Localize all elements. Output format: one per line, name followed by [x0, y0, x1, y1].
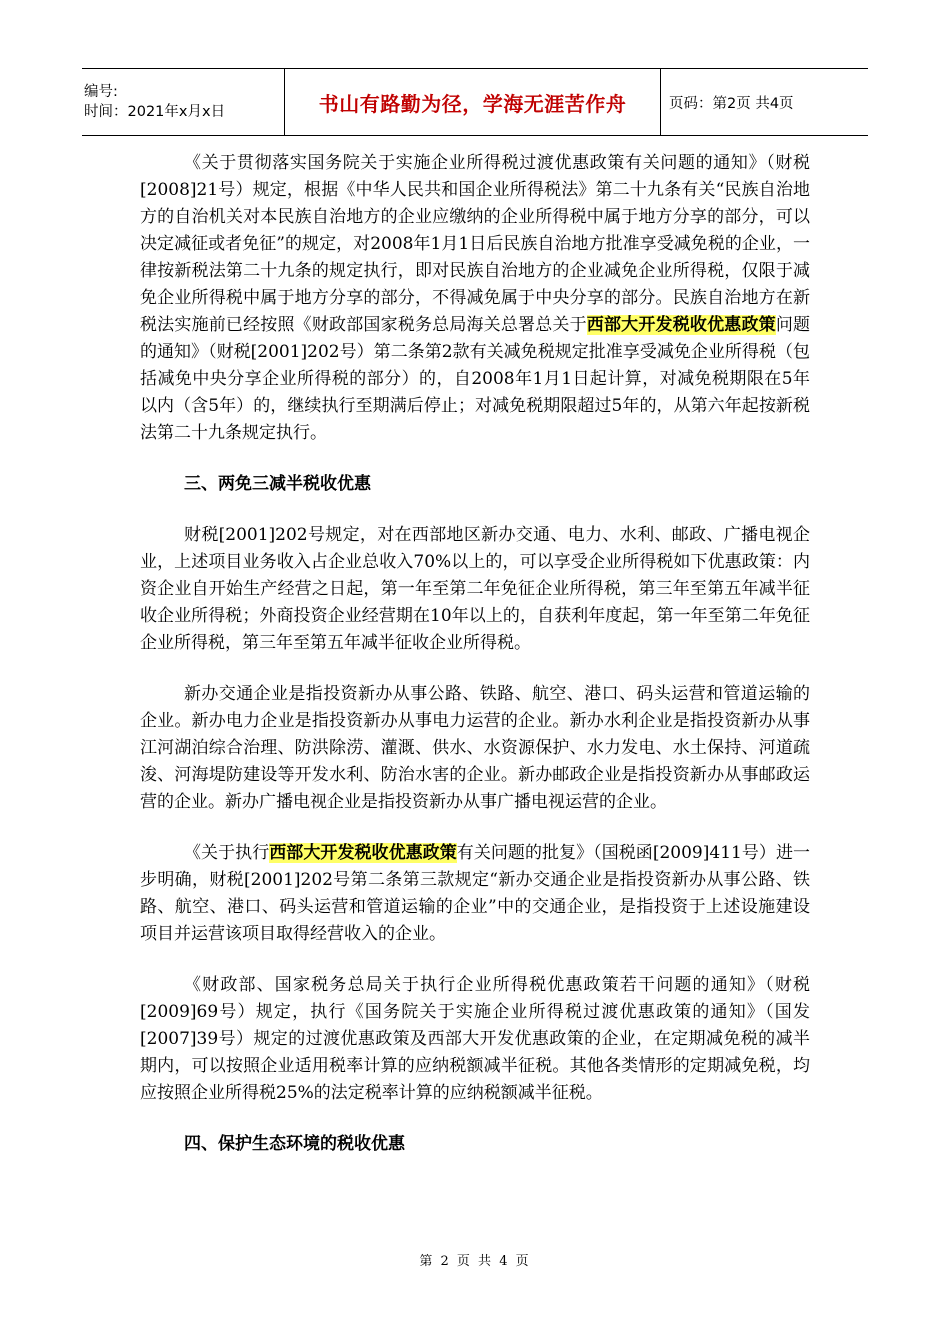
paragraph-text: 有关问题的批复》（国税函[2009]411号）进一步明确，财税[2001]202号第二条第三款规定“新办交通企业是指投资新办从事公路、铁路、航空、港口、码头运营和管道运输的企业”中的交通企业，是指投资于上述设施建设项目并运营该项目取得经营收入的企业。 [140, 843, 811, 944]
section-heading-3: 三、两免三减半税收优惠 [184, 474, 371, 494]
highlighted-keyword: 西部大开发税收优惠政策 [586, 315, 776, 335]
paragraph-text: 《关于贯彻落实国务院关于实施企业所得税过渡优惠政策有关问题的通知》（财税[2008]21号）规定，根据《中华人民共和国企业所得税法》第二十九条有关“民族自治地方的自治机关对本民族自治地方的企业应缴纳的企业所得税中属于地方分享的部分，可以决定减征或者免征”的规定，对2008年1月1日后民族自治地方批准享受减免税的企业，一律按新税法第二十九条的规定执行，即对民族自治地方的企业减免企业所得税，仅限于减免企业所得税中属于地方分享的部分，不得减免属于中央分享的部分。民族自治地方在新税法实施前已经按照《财政部国家税务总局海关总署总关于 [140, 153, 810, 335]
paragraph-new-enterprise-definitions: 新办交通企业是指投资新办从事公路、铁路、航空、港口、码头运营和管道运输的企业。新办电力企业是指投资新办从事电力运营的企业。新办水利企业是指投资新办从事江河湖泊综合治理、防洪除涝、灌溉、供水、水资源保护、水力发电、水土保持、河道疏浚、河海堤防建设等开发水利、防治水害的企业。新办邮政企业是指投资新办从事邮政运营的企业。新办广播电视企业是指投资新办从事广播电视运营的企业。 [140, 684, 810, 812]
page-footer: 第 2 页 共 4 页 [419, 1254, 531, 1269]
paragraph-halving-rule: 《财政部、国家税务总局关于执行企业所得税优惠政策若干问题的通知》（财税[2009]69号）规定，执行《国务院关于实施企业所得税过渡优惠政策的通知》（国发[2007]39号）规定的过渡优惠政策及西部大开发优惠政策的企业，在定期减免税的减半期内，可以按照企业适用税率计算的应纳税额减半征税。其他各类情形的定期减免税，均应按照企业所得税25%的法定税率计算的应纳税额减半征税。 [140, 975, 810, 1103]
document-number-label: 编号: [84, 84, 118, 100]
header-meta [82, 69, 284, 135]
document-date: 时间：2021年x月x日 [84, 104, 226, 120]
paragraph-reply-clarification [140, 840, 810, 948]
paragraph-text: 问题的通知》（财税[2001]202号）第二条第2款有关减免税规定批准享受减免企业所得税（包括减免中央分享企业所得税的部分）的，自2008年1月1日起计算，对减免税期限在5年以内（含5年）的，继续执行至期满后停止；对减免税期限超过5年的，从第六年起按新税法第二十九条规定执行。 [140, 315, 811, 443]
highlighted-keyword: 西部大开发税收优惠政策 [269, 843, 457, 863]
section-heading-4: 四、保护生态环境的税收优惠 [184, 1134, 405, 1154]
paragraph-transition-policy [140, 150, 810, 447]
paragraph-two-exemptions: 财税[2001]202号规定，对在西部地区新办交通、电力、水利、邮政、广播电视企业，上述项目业务收入占企业总收入70%以上的，可以享受企业所得税如下优惠政策：内资企业自开始生产经营之日起，第一年至第二年免征企业所得税，第三年至第五年减半征收企业所得税；外商投资企业经营期在10年以上的，自获利年度起，第一年至第二年免征企业所得税，第三年至第五年减半征收企业所得税。 [140, 525, 810, 653]
header-motto-cell [284, 69, 661, 135]
header-motto: 书山有路勤为径，学海无涯苦作舟 [318, 91, 627, 116]
page-header [82, 68, 868, 136]
header-page-info-cell [661, 69, 868, 135]
paragraph-text: 《关于执行 [184, 843, 270, 863]
document-body [140, 150, 810, 1158]
header-page-info: 页码：第2页 共4页 [669, 95, 794, 112]
